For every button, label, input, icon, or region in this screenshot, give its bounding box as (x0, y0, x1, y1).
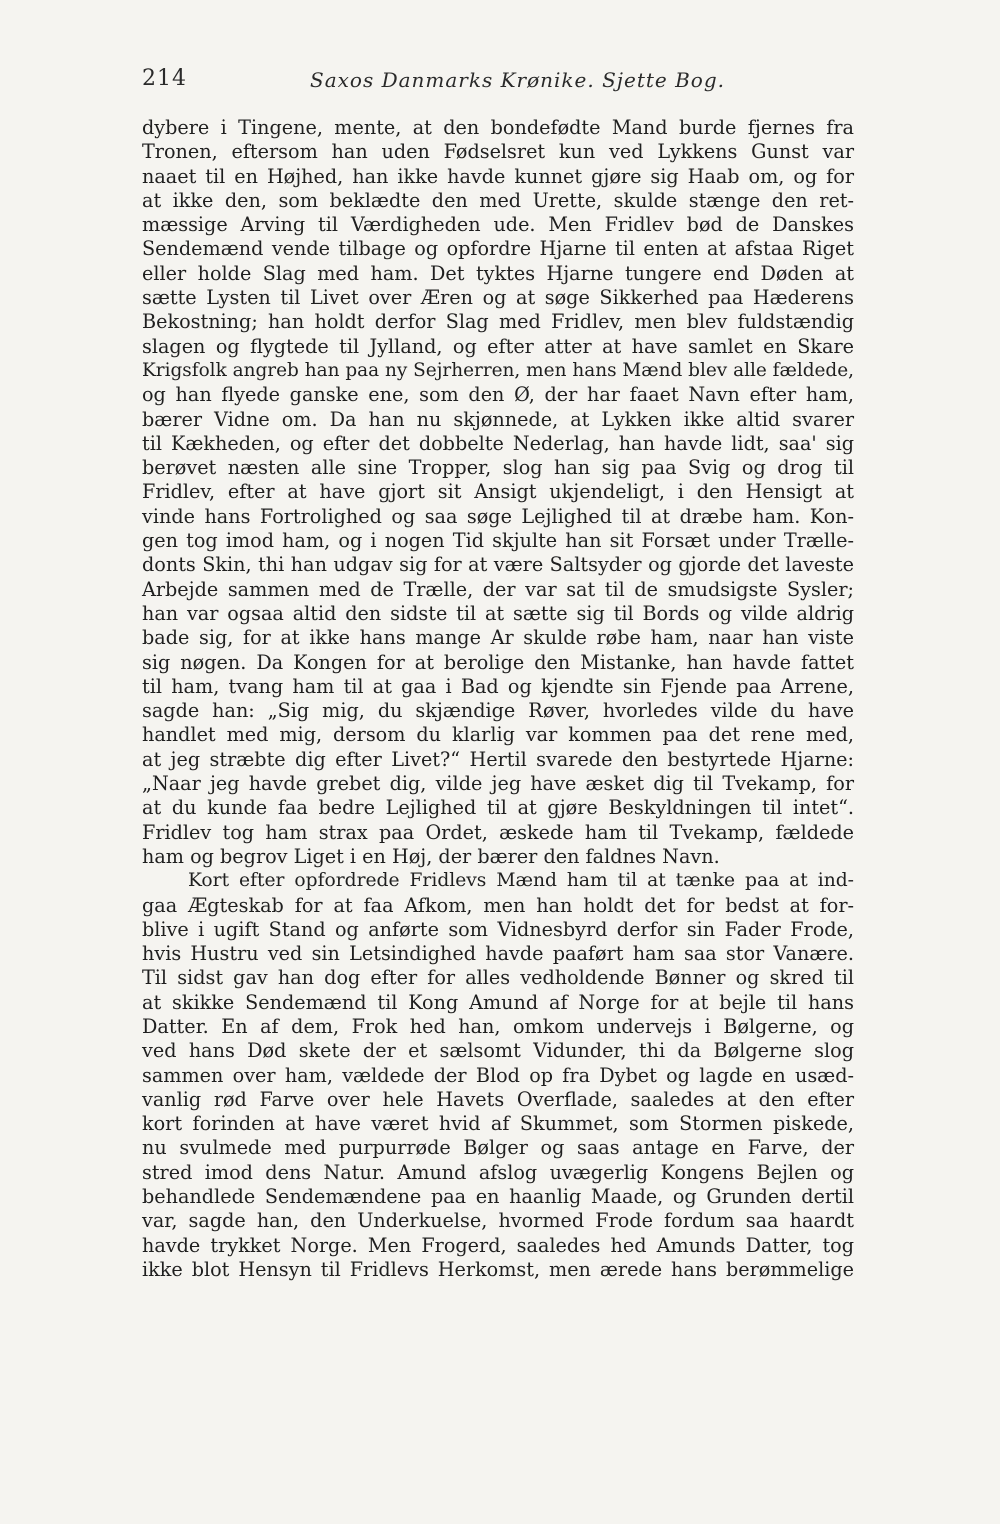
text-line: at du kunde faa bedre Lejlighed til at gjøre Beskyldningen til intet“. (142, 796, 854, 820)
text-line: at jeg stræbte dig efter Livet?“ Hertil svarede den bestyrtede Hjarne: (142, 747, 854, 771)
text-line: „Naar jeg havde grebet dig, vilde jeg have æsket dig til Tvekamp, for (142, 772, 854, 796)
text-line: naaet til en Højhed, han ikke havde kunnet gjøre sig Haab om, og for (142, 164, 854, 188)
text-line: kort forinden at have været hvid af Skummet, som Stormen piskede, (142, 1112, 854, 1136)
text-line: gen tog imod ham, og i nogen Tid skjulte han sit Forsæt under Trælle- (142, 529, 854, 553)
text-line: slagen og flygtede til Jylland, og efter atter at have samlet en Skare (142, 334, 854, 358)
text-line: Fridlev tog ham strax paa Ordet, æskede ham til Tvekamp, fældede (142, 820, 854, 844)
text-line: Fridlev, efter at have gjort sit Ansigt ukjendeligt, i den Hensigt at (142, 480, 854, 504)
text-line: Datter. En af dem, Frok hed han, omkom undervejs i Bølgerne, og (142, 1014, 854, 1038)
text-line: sammen over ham, vældede der Blod op fra Dybet og lagde en usæd- (142, 1063, 854, 1087)
running-head: Saxos Danmarks Krønike. Sjette Bog. (310, 68, 725, 92)
text-line: gaa Ægteskab for at faa Afkom, men han holdt det for bedst at for- (142, 893, 854, 917)
text-line: Til sidst gav han dog efter for alles vedholdende Bønner og skred til (142, 966, 854, 990)
text-line: bade sig, for at ikke hans mange Ar skulde røbe ham, naar han viste (142, 626, 854, 650)
text-line: handlet med mig, dersom du klarlig var kommen paa det rene med, (142, 723, 854, 747)
text-line: donts Skin, thi han udgav sig for at være Saltsyder og gjorde det laveste (142, 553, 854, 577)
text-line: havde trykket Norge. Men Frogerd, saaledes hed Amunds Datter, tog (142, 1233, 854, 1257)
page-header (142, 66, 857, 100)
text-line: til ham, tvang ham til at gaa i Bad og kjendte sin Fjende paa Arrene, (142, 674, 854, 698)
text-line: dybere i Tingene, mente, at den bondefødte Mand burde fjernes fra (142, 116, 854, 139)
paragraph-end-line: ham og begrov Liget i en Høj, der bærer den faldnes Navn. (142, 844, 720, 868)
text-line: sig nøgen. Da Kongen for at berolige den Mistanke, han havde fattet (142, 650, 854, 674)
text-line: stred imod dens Natur. Amund afslog uvægerlig Kongens Bejlen og (142, 1160, 854, 1184)
text-line: Krigsfolk angreb han paa ny Sejrherren, men hans Mænd blev alle fældede, (142, 359, 854, 381)
text-line: Sendemænd vende tilbage og opfordre Hjarne til enten at afstaa Riget (142, 237, 854, 261)
body-text (142, 116, 854, 1282)
text-line: blive i ugift Stand og anførte som Vidnesbyrd derfor sin Fader Frode, (142, 917, 854, 941)
text-line: var, sagde han, den Underkuelse, hvormed Frode fordum saa haardt (142, 1209, 854, 1233)
text-line: vanlig rød Farve over hele Havets Overflade, saaledes at den efter (142, 1087, 854, 1111)
text-line: og han flyede ganske ene, som den Ø, der har faaet Navn efter ham, (142, 383, 854, 407)
text-line: at ikke den, som beklædte den med Urette, skulde stænge den ret- (142, 188, 854, 212)
paragraph-start-line: Kort efter opfordrede Fridlevs Mænd ham til at tænke paa at ind- (188, 870, 854, 892)
text-line: sætte Lysten til Livet over Æren og at søge Sikkerhed paa Hæderens (142, 286, 854, 310)
text-line: mæssige Arving til Værdigheden ude. Men Fridlev bød de Danskes (142, 213, 854, 237)
text-line: Arbejde sammen med de Trælle, der var sat til de smudsigste Sysler; (142, 577, 854, 601)
text-line: hvis Hustru ved sin Letsindighed havde paaført ham saa stor Vanære. (142, 942, 854, 966)
text-line: sagde han: „Sig mig, du skjændige Røver, hvorledes vilde du have (142, 699, 854, 723)
text-line: til Kækheden, og efter det dobbelte Nederlag, han havde lidt, saa' sig (142, 431, 854, 455)
text-line: ikke blot Hensyn til Fridlevs Herkomst, men ærede hans berømmelige (142, 1257, 854, 1281)
page-number: 214 (142, 66, 187, 91)
text-line: behandlede Sendemændene paa en haanlig Maade, og Grunden dertil (142, 1185, 854, 1209)
text-line: berøvet næsten alle sine Tropper, slog han sig paa Svig og drog til (142, 456, 854, 480)
text-line: han var ogsaa altid den sidste til at sætte sig til Bords og vilde aldrig (142, 601, 854, 625)
text-line: nu svulmede med purpurrøde Bølger og saas antage en Farve, der (142, 1136, 854, 1160)
text-line: vinde hans Fortrolighed og saa søge Lejlighed til at dræbe ham. Kon- (142, 504, 854, 528)
text-line: ved hans Død skete der et sælsomt Vidunder, thi da Bølgerne slog (142, 1039, 854, 1063)
text-line: Tronen, eftersom han uden Fødselsret kun ved Lykkens Gunst var (142, 140, 854, 164)
text-line: eller holde Slag med ham. Det tyktes Hjarne tungere end Døden at (142, 261, 854, 285)
text-line: bærer Vidne om. Da han nu skjønnede, at Lykken ikke altid svarer (142, 407, 854, 431)
text-line: Bekostning; han holdt derfor Slag med Fridlev, men blev fuldstændig (142, 310, 854, 334)
text-line: at skikke Sendemænd til Kong Amund af Norge for at bejle til hans (142, 990, 854, 1014)
